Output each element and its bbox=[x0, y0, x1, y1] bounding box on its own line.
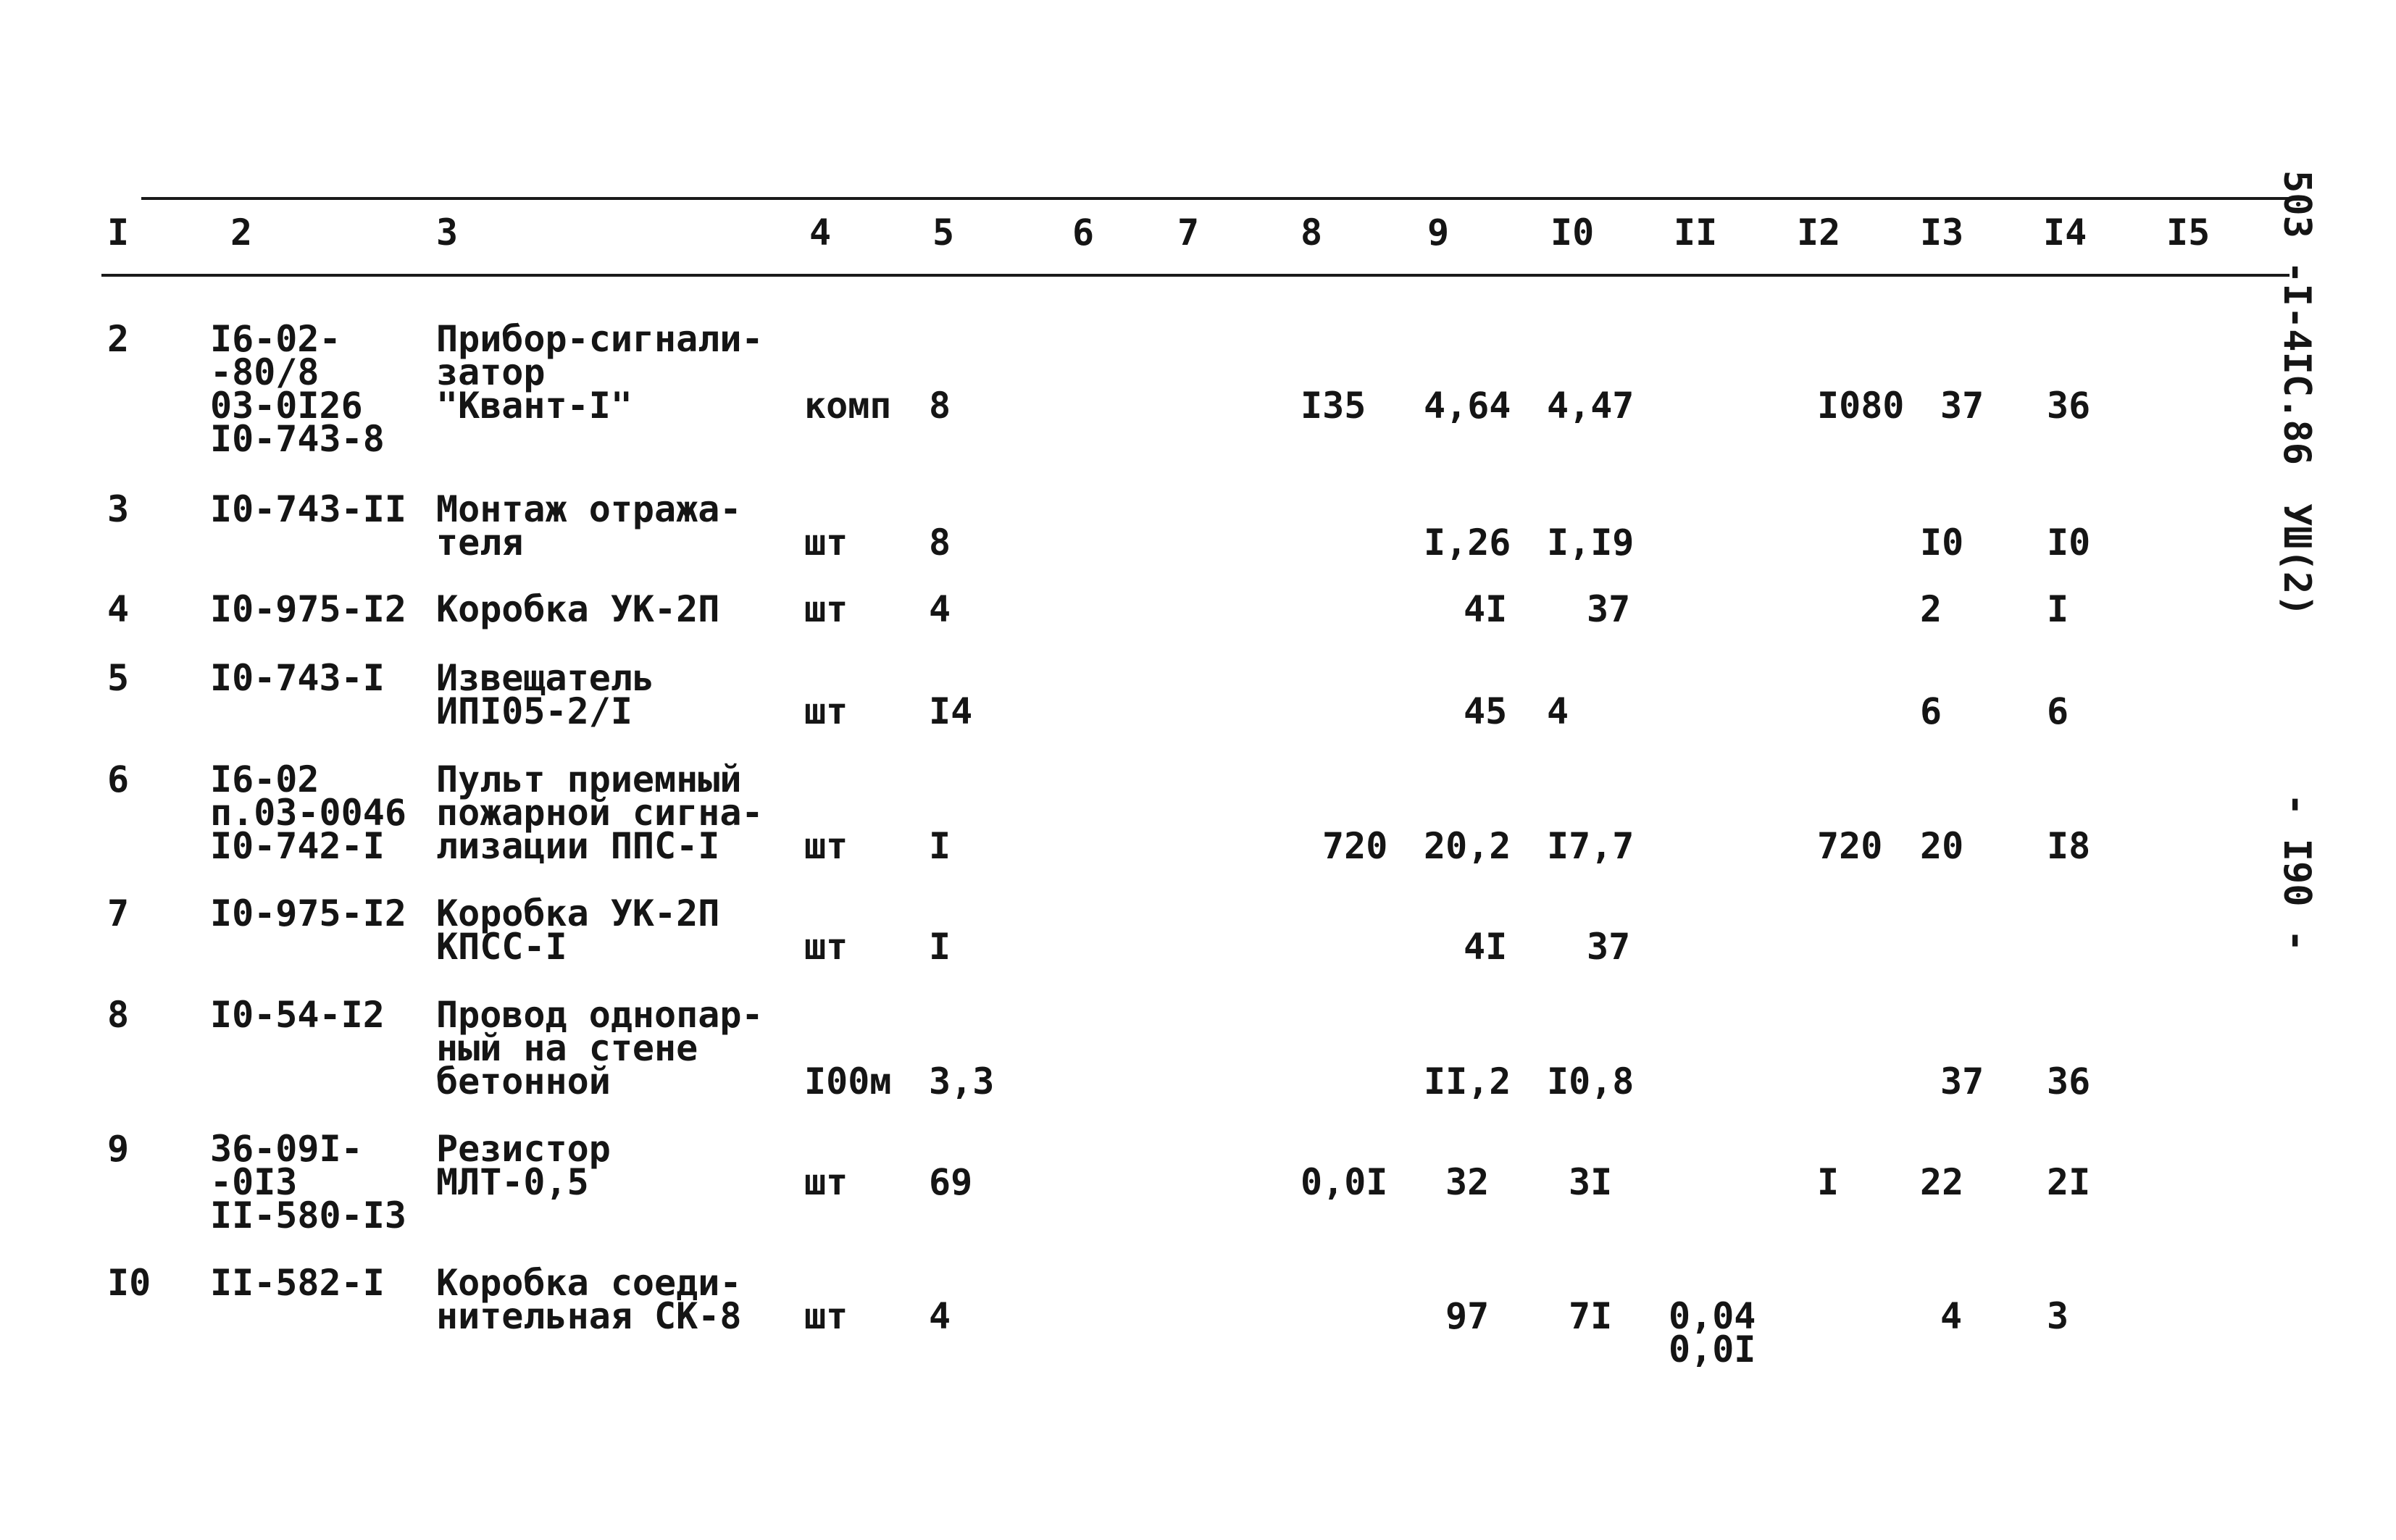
col10-cell: 37 bbox=[1587, 588, 1631, 630]
col-header-4: 4 bbox=[809, 212, 832, 254]
col14-cell: I bbox=[2047, 588, 2069, 630]
qty-cell: 69 bbox=[929, 1161, 973, 1203]
code-cell: I6-02 п.03-0046 I0-742-I bbox=[210, 758, 406, 867]
col-header-8: 8 bbox=[1301, 212, 1323, 254]
col10-cell: I,I9 bbox=[1547, 522, 1635, 564]
col11-cell: 0,04 0,0I bbox=[1669, 1295, 1756, 1370]
col13-cell: 37 bbox=[1940, 1060, 1984, 1102]
col13-cell: 20 bbox=[1920, 825, 1964, 867]
row-number: 3 bbox=[107, 488, 130, 530]
col9-cell: 4I bbox=[1464, 588, 1508, 630]
col13-cell: 37 bbox=[1940, 385, 1984, 427]
name-cell: Пульт приемный пожарной сигна- лизации ППС-I bbox=[436, 758, 764, 867]
unit-cell: шт bbox=[804, 522, 848, 564]
unit-cell: шт bbox=[804, 1295, 848, 1337]
col-header-7: 7 bbox=[1177, 212, 1200, 254]
col12-cell: I080 bbox=[1817, 385, 1905, 427]
col13-cell: 6 bbox=[1920, 690, 1942, 732]
col-header-14: I4 bbox=[2043, 212, 2087, 254]
code-cell: I0-975-I2 bbox=[210, 588, 406, 630]
col-header-10: I0 bbox=[1550, 212, 1595, 254]
col-header-11: II bbox=[1674, 212, 1718, 254]
row-number: 6 bbox=[107, 758, 130, 800]
col9-cell: 20,2 bbox=[1424, 825, 1511, 867]
col10-cell: 3I bbox=[1569, 1161, 1613, 1203]
name-cell: Коробка УК-2П bbox=[436, 588, 720, 630]
unit-cell: шт bbox=[804, 1161, 848, 1203]
col13-cell: 4 bbox=[1940, 1295, 1963, 1337]
row-number: 4 bbox=[107, 588, 130, 630]
name-cell: Резистор МЛТ-0,5 bbox=[436, 1128, 611, 1203]
col8-cell: I35 bbox=[1301, 385, 1366, 427]
qty-cell: 4 bbox=[929, 1295, 951, 1337]
qty-cell: I bbox=[929, 825, 951, 867]
header-bottom-rule bbox=[101, 274, 2289, 277]
name-cell: Коробка соеди- нительная СК-8 bbox=[436, 1262, 742, 1337]
col-header-15: I5 bbox=[2166, 212, 2211, 254]
col10-cell: 37 bbox=[1587, 926, 1631, 968]
col-header-2: 2 bbox=[230, 212, 253, 254]
unit-cell: I00м bbox=[804, 1060, 892, 1102]
col8-cell: 0,0I bbox=[1301, 1161, 1388, 1203]
col13-cell: 2 bbox=[1920, 588, 1942, 630]
unit-cell: шт bbox=[804, 588, 848, 630]
unit-cell: шт bbox=[804, 926, 848, 968]
col13-cell: I0 bbox=[1920, 522, 1964, 564]
name-cell: Прибор-сигнали- затор "Квант-I" bbox=[436, 318, 764, 427]
col9-cell: I,26 bbox=[1424, 522, 1511, 564]
row-number: 5 bbox=[107, 657, 130, 699]
col9-cell: 4,64 bbox=[1424, 385, 1511, 427]
row-number: 8 bbox=[107, 994, 130, 1036]
col10-cell: I7,7 bbox=[1547, 825, 1635, 867]
unit-cell: шт bbox=[804, 690, 848, 732]
col-header-5: 5 bbox=[932, 212, 955, 254]
row-number: 9 bbox=[107, 1128, 130, 1170]
code-cell: I0-54-I2 bbox=[210, 994, 385, 1036]
qty-cell: 3,3 bbox=[929, 1060, 995, 1102]
col12-cell: 720 bbox=[1817, 825, 1883, 867]
name-cell: Извещатель ИПI05-2/I bbox=[436, 657, 655, 732]
name-cell: Провод однопар- ный на стене бетонной bbox=[436, 994, 764, 1102]
code-cell: 36-09I- -0I3 II-580-I3 bbox=[210, 1128, 406, 1236]
table-top-rule bbox=[141, 197, 2289, 200]
code-cell: II-582-I bbox=[210, 1262, 385, 1304]
col10-cell: 4,47 bbox=[1547, 385, 1635, 427]
col10-cell: 7I bbox=[1569, 1295, 1613, 1337]
row-number: I0 bbox=[107, 1262, 151, 1304]
col-header-13: I3 bbox=[1920, 212, 1964, 254]
qty-cell: I bbox=[929, 926, 951, 968]
col14-cell: 36 bbox=[2047, 385, 2091, 427]
col-header-12: I2 bbox=[1797, 212, 1841, 254]
col9-cell: II,2 bbox=[1424, 1060, 1511, 1102]
col-header-3: 3 bbox=[436, 212, 459, 254]
code-cell: I6-02- -80/8 03-0I26 I0-743-8 bbox=[210, 318, 385, 460]
col12-cell: I bbox=[1817, 1161, 1840, 1203]
unit-cell: шт bbox=[804, 825, 848, 867]
qty-cell: 8 bbox=[929, 522, 951, 564]
col9-cell: 4I bbox=[1464, 926, 1508, 968]
qty-cell: I4 bbox=[929, 690, 973, 732]
code-cell: I0-743-II bbox=[210, 488, 406, 530]
col10-cell: I0,8 bbox=[1547, 1060, 1635, 1102]
document-code: 503 -I-4IC.86 bbox=[2275, 170, 2318, 465]
col14-cell: 3 bbox=[2047, 1295, 2069, 1337]
row-number: 7 bbox=[107, 892, 130, 934]
col14-cell: I0 bbox=[2047, 522, 2091, 564]
row-number: 2 bbox=[107, 318, 130, 360]
qty-cell: 4 bbox=[929, 588, 951, 630]
unit-cell: комп bbox=[804, 385, 892, 427]
col10-cell: 4 bbox=[1547, 690, 1569, 732]
col14-cell: 36 bbox=[2047, 1060, 2091, 1102]
col14-cell: 2I bbox=[2047, 1161, 2091, 1203]
col9-cell: 45 bbox=[1464, 690, 1508, 732]
col9-cell: 32 bbox=[1445, 1161, 1490, 1203]
page-number: - I90 - bbox=[2275, 793, 2318, 953]
col14-cell: I8 bbox=[2047, 825, 2091, 867]
col-header-9: 9 bbox=[1427, 212, 1450, 254]
col-header-6: 6 bbox=[1072, 212, 1095, 254]
col14-cell: 6 bbox=[2047, 690, 2069, 732]
name-cell: Монтаж отража- теля bbox=[436, 488, 742, 564]
code-cell: I0-975-I2 bbox=[210, 892, 406, 934]
col13-cell: 22 bbox=[1920, 1161, 1964, 1203]
name-cell: Коробка УК-2П КПСС-I bbox=[436, 892, 720, 968]
col9-cell: 97 bbox=[1445, 1295, 1490, 1337]
col-header-1: I bbox=[107, 212, 130, 254]
album-number: УШ(2) bbox=[2275, 503, 2318, 617]
code-cell: I0-743-I bbox=[210, 657, 385, 699]
qty-cell: 8 bbox=[929, 385, 951, 427]
col8-cell: 720 bbox=[1322, 825, 1388, 867]
